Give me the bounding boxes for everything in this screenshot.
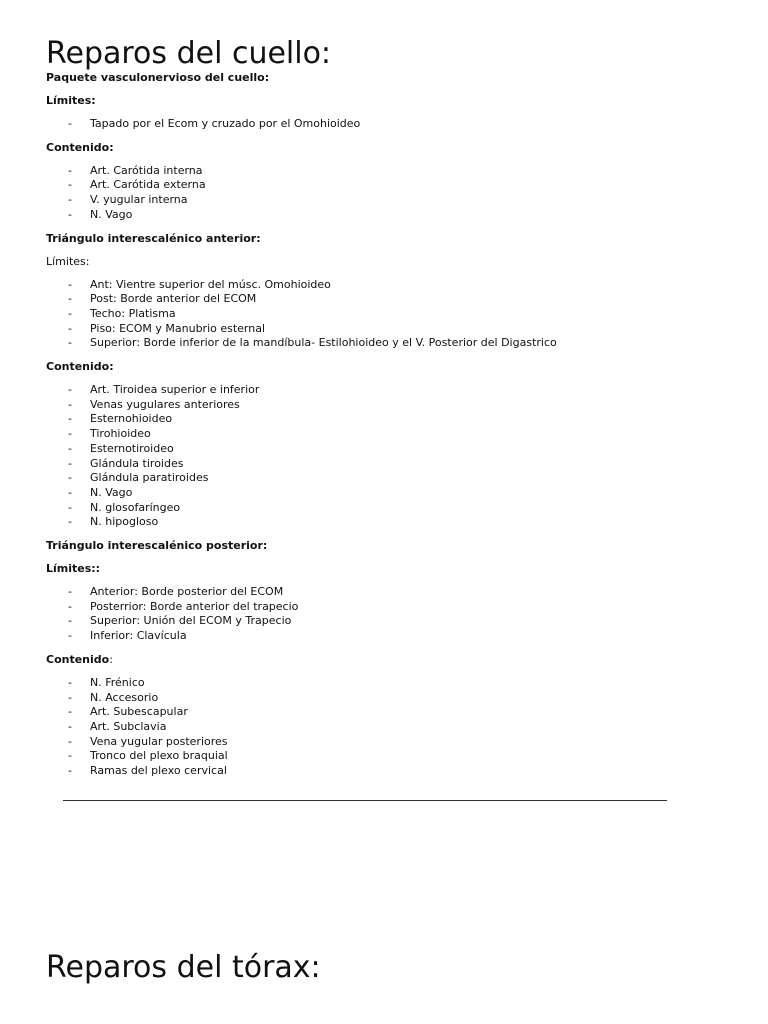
page-title-neck: Reparos del cuello:: [46, 36, 332, 71]
content-label: Contenido:: [46, 360, 114, 374]
list-item: - Ant: Vientre superior del músc. Omohioideo: [46, 278, 726, 293]
content-list: [46, 676, 726, 779]
page-title-thorax: Reparos del tórax:: [46, 950, 321, 985]
list-item: - Tronco del plexo braquial: [46, 749, 726, 764]
list-item: - Tapado por el Ecom y cruzado por el Omohioideo: [46, 117, 726, 132]
limits-list: [46, 278, 726, 352]
list-item: - N. Vago: [46, 486, 726, 501]
document-body: [46, 71, 726, 788]
content-label: Contenido:: [46, 140, 114, 154]
limits-label: Límites::: [46, 562, 101, 576]
list-item: - Art. Carótida interna: [46, 164, 726, 179]
list-item: - Piso: ECOM y Manubrio esternal: [46, 322, 726, 337]
content-list: [46, 164, 726, 223]
section-heading-posterior-triangle: Triángulo interescalénico posterior:: [46, 539, 268, 553]
list-item: - Glándula tiroides: [46, 457, 726, 472]
horizontal-rule-divider: [63, 800, 667, 801]
section-heading-anterior-triangle: Triángulo interescalénico anterior:: [46, 231, 261, 245]
section-heading-neurovascular-bundle: Paquete vasculonervioso del cuello:: [46, 71, 270, 84]
list-item: - Venas yugulares anteriores: [46, 398, 726, 413]
limits-list: [46, 117, 726, 132]
list-item: - Ramas del plexo cervical: [46, 764, 726, 779]
list-item: - Art. Tiroidea superior e inferior: [46, 383, 726, 398]
list-item: - Tirohioideo: [46, 427, 726, 442]
limits-label: Límites:: [46, 94, 96, 107]
list-item: - Art. Carótida externa: [46, 178, 726, 193]
list-item: - Post: Borde anterior del ECOM: [46, 292, 726, 307]
list-item: - Posterrior: Borde anterior del trapecio: [46, 600, 726, 615]
content-list: [46, 383, 726, 530]
list-item: - Superior: Unión del ECOM y Trapecio: [46, 614, 726, 629]
list-item: - N. Frénico: [46, 676, 726, 691]
list-item: - Art. Subescapular: [46, 705, 726, 720]
list-item: - Superior: Borde inferior de la mandíbula- Estilohioideo y el V. Posterior del Digastrico: [46, 336, 726, 351]
list-item: - V. yugular interna: [46, 193, 726, 208]
list-item: - N. Vago: [46, 208, 726, 223]
content-label-text: Contenido: [46, 652, 110, 666]
list-item: - Anterior: Borde posterior del ECOM: [46, 585, 726, 600]
limits-label: Límites:: [46, 254, 90, 268]
list-item: - N. glosofaríngeo: [46, 501, 726, 516]
list-item: - Esternotiroideo: [46, 442, 726, 457]
list-item: - Glándula paratiroides: [46, 471, 726, 486]
list-item: - Esternohioideo: [46, 412, 726, 427]
list-item: - Inferior: Clavícula: [46, 629, 726, 644]
content-label: [46, 653, 726, 666]
list-item: - N. hipogloso: [46, 515, 726, 530]
content-label-colon: :: [109, 652, 113, 666]
limits-list: [46, 585, 726, 644]
list-item: - Techo: Platisma: [46, 307, 726, 322]
list-item: - Vena yugular posteriores: [46, 735, 726, 750]
list-item: - Art. Subclavia: [46, 720, 726, 735]
list-item: - N. Accesorio: [46, 691, 726, 706]
